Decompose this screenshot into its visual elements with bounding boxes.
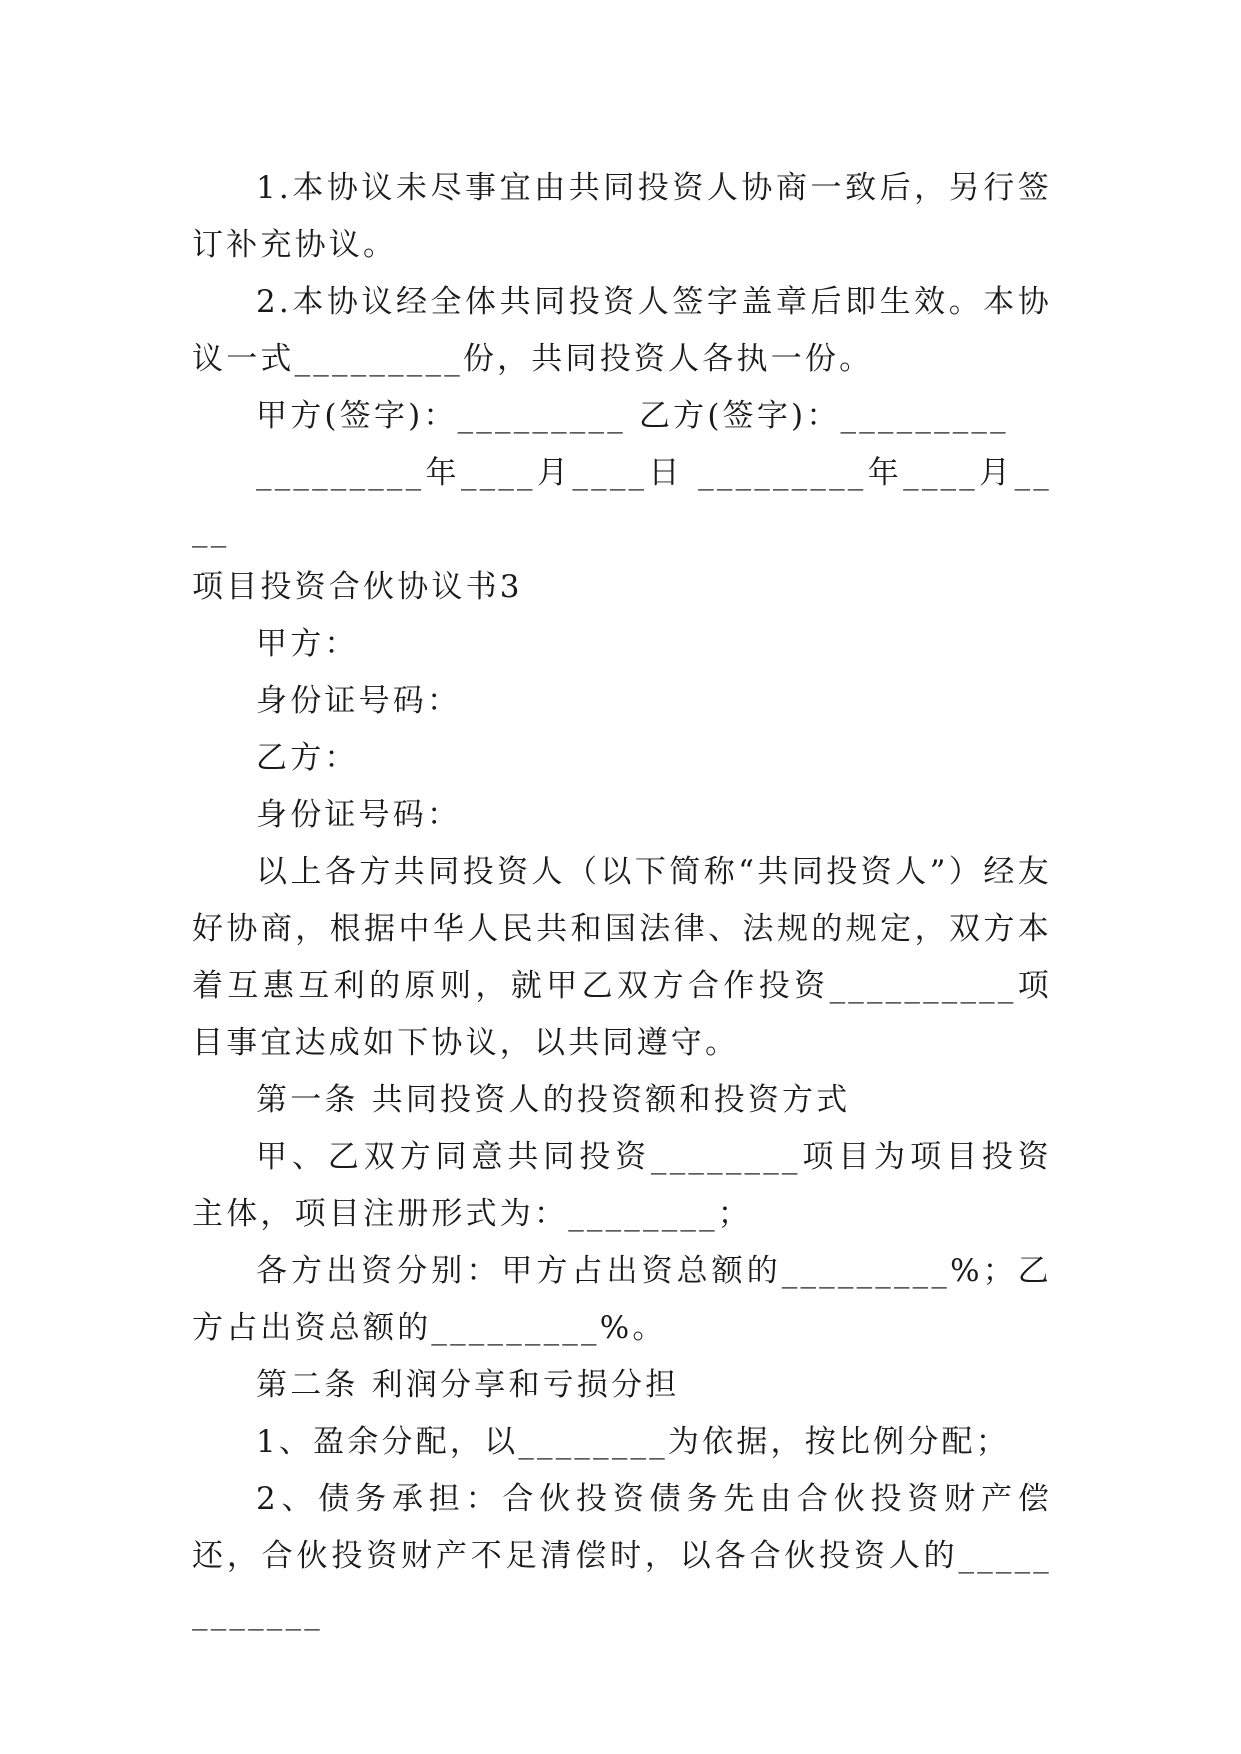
section-title: 项目投资合伙协议书3	[192, 569, 523, 605]
paragraph-supplement: 1.本协议未尽事宜由共同投资人协商一致后，另行签订补充协议。	[192, 170, 1052, 263]
date-line: _________年____月____日 _________年____月____	[192, 455, 1052, 548]
paragraph-investment-subject: 甲、乙双方同意共同投资________项目为项目投资主体，项目注册形式为：________；	[192, 1139, 1052, 1232]
paragraph-profit: 1、盈余分配，以________为依据，按比例分配；	[256, 1424, 1010, 1460]
party-a-label: 甲方：	[256, 626, 359, 662]
paragraph-effective: 2.本协议经全体共同投资人签字盖章后即生效。本协议一式_________份，共同投资人各执一份。	[192, 284, 1052, 377]
party-b-label: 乙方：	[256, 740, 359, 776]
party-b-id-label: 身份证号码：	[256, 797, 462, 833]
party-a-id-label: 身份证号码：	[256, 683, 462, 719]
paragraph-debt: 2、债务承担：合伙投资债务先由合伙投资财产偿还，合伙投资财产不足清偿时，以各合伙投资人的____________	[192, 1481, 1052, 1631]
signature-line: 甲方(签字)：_________ 乙方(签字)：_________	[256, 398, 1009, 434]
paragraph-contribution: 各方出资分别：甲方占出资总额的_________%；乙方占出资总额的_________%。	[192, 1253, 1052, 1346]
article-2-heading: 第二条 利润分享和亏损分担	[256, 1367, 680, 1403]
document-body	[192, 160, 1052, 1642]
paragraph-preamble: 以上各方共同投资人（以下简称“共同投资人”）经友好协商，根据中华人民共和国法律、法规的规定，双方本着互惠互利的原则，就甲乙双方合作投资__________项目事宜达成如下协议，以共同遵守。	[192, 854, 1052, 1061]
article-1-heading: 第一条 共同投资人的投资额和投资方式	[256, 1082, 851, 1118]
